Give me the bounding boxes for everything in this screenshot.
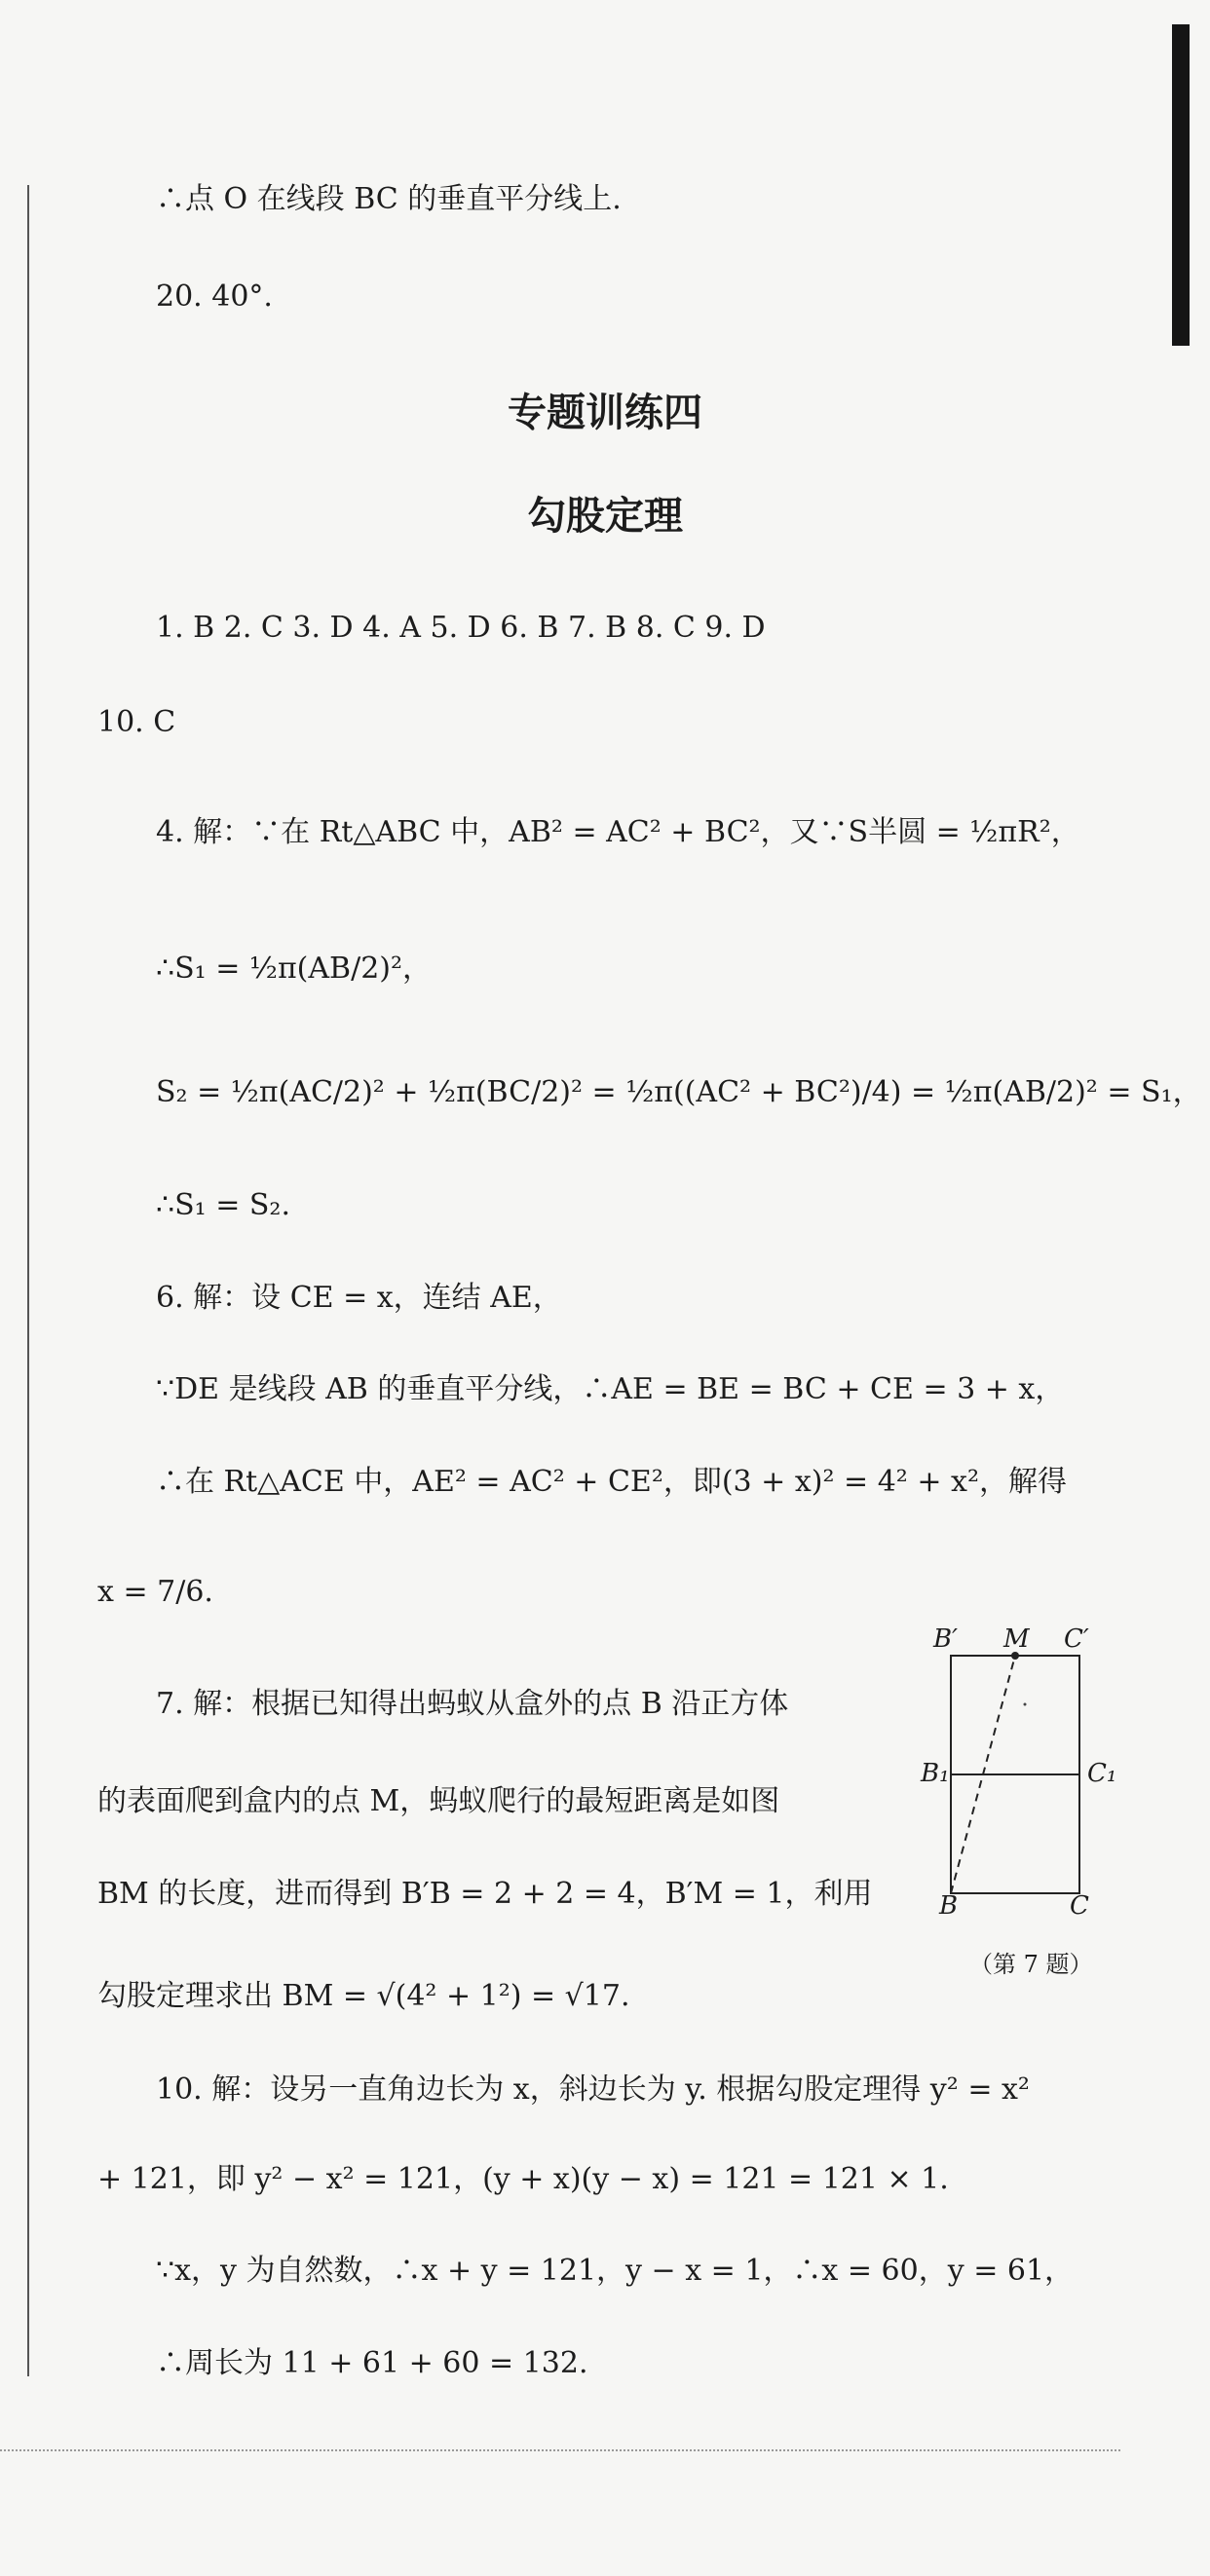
label-b: B bbox=[939, 1891, 959, 1921]
answers-line-2: 10. C bbox=[97, 705, 176, 739]
label-b1: B₁ bbox=[921, 1759, 950, 1788]
q10-line-a: 10. 解：设另一直角边长为 x，斜边长为 y. 根据勾股定理得 y² = x² bbox=[156, 2072, 1030, 2107]
answers-line-1: 1. B 2. C 3. D 4. A 5. D 6. B 7. B 8. C 9. D bbox=[156, 611, 766, 645]
text-line-2: 20. 40°. bbox=[156, 280, 273, 314]
q6-line-b: ∵DE 是线段 AB 的垂直平分线，∴AE = BE = BC + CE = 3 + x， bbox=[156, 1372, 1065, 1406]
text-line-1: ∴点 O 在线段 BC 的垂直平分线上. bbox=[156, 182, 622, 216]
q4-line-b: ∴S₁ = ½π(AB/2)²， bbox=[156, 952, 433, 986]
q10-line-b: + 121，即 y² − x² = 121，(y + x)(y − x) = 121 = 121 × 1. bbox=[97, 2162, 949, 2196]
q10-line-d: ∴周长为 11 + 61 + 60 = 132. bbox=[156, 2346, 588, 2380]
label-b-prime: B′ bbox=[933, 1624, 959, 1654]
page-edge-shadow bbox=[1172, 24, 1190, 346]
q7-line-d: 勾股定理求出 BM = √(4² + 1²) = √17. bbox=[97, 1979, 630, 2013]
section-heading: 专题训练四 bbox=[508, 391, 702, 435]
q4-line-d: ∴S₁ = S₂. bbox=[156, 1188, 290, 1222]
cube-net-figure bbox=[945, 1646, 1111, 1919]
q7-line-b: 的表面爬到盒内的点 M，蚂蚁爬行的最短距离是如图 bbox=[97, 1784, 780, 1818]
q10-line-c: ∵x，y 为自然数，∴x + y = 121，y − x = 1，∴x = 60，y = 61， bbox=[156, 2254, 1075, 2288]
label-m: M bbox=[1003, 1624, 1030, 1654]
figure-caption: （第 7 题） bbox=[969, 1951, 1093, 1978]
q7-line-c: BM 的长度，进而得到 B′B = 2 + 2 = 4，B′M = 1，利用 bbox=[97, 1877, 873, 1911]
bottom-dotted-rule bbox=[0, 2449, 1120, 2451]
topic-heading: 勾股定理 bbox=[527, 494, 683, 539]
q6-line-c: ∴在 Rt△ACE 中，AE² = AC² + CE²，即(3 + x)² = 4² + x²，解得 bbox=[156, 1465, 1067, 1499]
figure-dot bbox=[1024, 1703, 1027, 1706]
q7-line-a: 7. 解：根据已知得出蚂蚁从盒外的点 B 沿正方体 bbox=[156, 1687, 789, 1721]
q4-line-c: S₂ = ½π(AC/2)² + ½π(BC/2)² = ½π((AC² + BC²)/4) = ½π(AB/2)² = S₁， bbox=[156, 1075, 1202, 1109]
q6-line-a: 6. 解：设 CE = x，连结 AE， bbox=[156, 1281, 562, 1315]
q6-line-d: x = 7/6. bbox=[97, 1575, 213, 1609]
label-c-prime: C′ bbox=[1064, 1624, 1089, 1654]
label-c1: C₁ bbox=[1087, 1759, 1117, 1788]
label-c: C bbox=[1070, 1891, 1089, 1921]
q4-line-a: 4. 解：∵在 Rt△ABC 中，AB² = AC² + BC²，又∵S半圆 = ½πR²， bbox=[156, 815, 1080, 849]
